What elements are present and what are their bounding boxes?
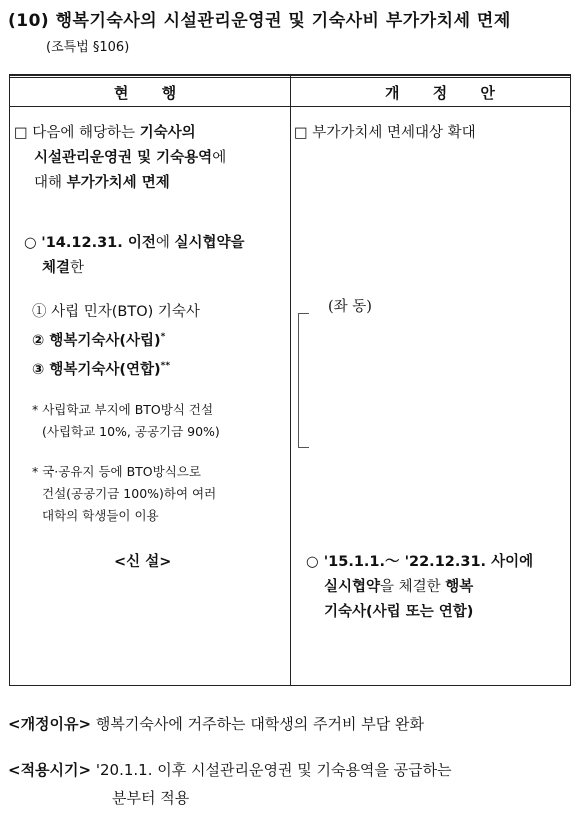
effective-text-cont: 분부터 적용: [112, 789, 190, 807]
item-bold: 실시협약을: [174, 235, 245, 251]
effective-label: <적용시기>: [8, 761, 92, 779]
same-as-left: (좌 동): [328, 299, 372, 315]
item-marker: ○: [24, 235, 42, 251]
current-sub-list: [32, 300, 288, 383]
effective-text: 이후 시설관리운영권 및 기숙용역을 공급하는: [152, 761, 452, 779]
current-note-1: * 사립학교 부지에 BTO방식 건설 (사립학교 10%, 공공기금 90%): [32, 402, 220, 439]
list-item: ② 행복기숙사(사립)*: [32, 332, 166, 349]
current-box-bold: 기숙사의: [139, 125, 196, 141]
item-bold: 체결: [42, 260, 71, 276]
same-as-left-bracket: [298, 313, 309, 448]
current-box-bold: 시설관리운영권 및 기숙용역: [34, 150, 213, 166]
list-item: ③ 행복기숙사(연합)**: [32, 360, 171, 378]
list-item: ① 사립 민자(BTO) 기숙사: [32, 304, 200, 320]
item-text: 한: [70, 260, 85, 276]
current-item-paragraph: [24, 231, 288, 281]
current-note-2: * 국·공유지 등에 BTO방식으로 건설(공공기금 100%)하여 여러 대학의 학생들이 이용: [32, 464, 217, 523]
new-provision-marker: <신 설>: [114, 554, 172, 570]
law-reference: (조특법 §106): [46, 40, 130, 55]
effective-date: [8, 756, 574, 812]
section-heading: (10) 행복기숙사의 시설관리운영권 및 기숙사비 부가가치세 면제: [8, 11, 511, 31]
comparison-table: [9, 74, 571, 686]
header-revised: 개 정 안: [385, 84, 509, 102]
effective-date-value: '20.1.1.: [91, 761, 153, 779]
item-text: 에: [155, 235, 175, 251]
current-box-text: □ 다음에 해당하는: [14, 125, 140, 141]
reason-label: <개정이유>: [8, 715, 92, 733]
column-divider: [290, 75, 291, 685]
item-bold: '14.12.31. 이전: [41, 235, 156, 251]
revised-new-item: ○ '15.1.1.～ '22.12.31. 사이에 실시협약을 체결한 행복 기숙사(사립 또는 연합): [306, 554, 534, 620]
header-current: 현 행: [114, 84, 191, 102]
reason-text: 행복기숙사에 거주하는 대학생의 주거비 부담 완화: [91, 715, 425, 733]
current-box-paragraph: [14, 121, 286, 196]
current-box-text: 에: [212, 150, 227, 166]
current-box-bold: 부가가치세 면제: [66, 175, 170, 191]
amendment-reason: [8, 710, 574, 738]
revised-box-line: □ 부가가치세 면세대상 확대: [294, 125, 476, 141]
current-box-text: 대해: [34, 175, 67, 191]
